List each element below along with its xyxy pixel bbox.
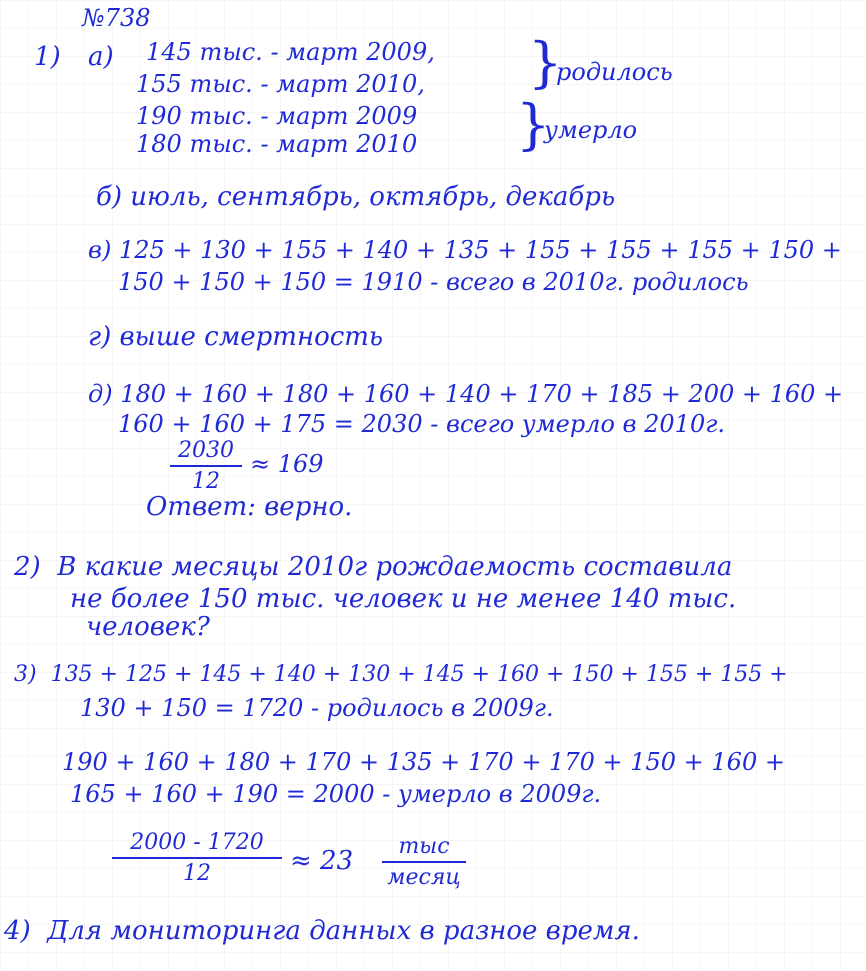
fraction-3 — [112, 830, 282, 886]
brace-born: } — [528, 31, 563, 94]
item-1b: б) июль, сентябрь, октябрь, декабрь — [96, 182, 616, 212]
fraction-3-numerator: 2000 - 1720 — [130, 830, 264, 855]
item-3-line-3: 190 + 160 + 180 + 170 + 135 + 170 + 170 + 150 + 160 + — [62, 748, 785, 776]
item-1a-line-1: 145 тыс. - март 2009, — [146, 38, 435, 66]
unit-denominator: месяц — [387, 865, 461, 890]
item-2-line-3: человек? — [86, 612, 210, 642]
item-1v-line-1: в) 125 + 130 + 155 + 140 + 135 + 155 + 155 + 155 + 150 + — [88, 236, 842, 264]
item-1v-line-2: 150 + 150 + 150 = 1910 - всего в 2010г. родилось — [118, 268, 749, 296]
fraction-3-denominator: 12 — [183, 861, 211, 886]
brace-died-label: умерло — [544, 116, 638, 144]
fraction-1d-bar — [170, 465, 242, 467]
item-3-line-2: 130 + 150 = 1720 - родилось в 2009г. — [80, 694, 554, 722]
fraction-1d-denominator: 12 — [192, 469, 220, 494]
item-3-line-4: 165 + 160 + 190 = 2000 - умерло в 2009г. — [70, 780, 602, 808]
unit-bar — [382, 861, 466, 863]
fraction-3-result: ≈ 23 — [290, 846, 354, 876]
item-1-number: 1) — [34, 42, 61, 72]
problem-number: №738 — [82, 4, 151, 32]
brace-born-label: родилось — [556, 58, 673, 86]
fraction-3-bar — [112, 857, 282, 859]
item-1a-line-4: 180 тыс. - март 2010 — [136, 130, 418, 158]
item-4: 4) Для мониторинга данных в разное время. — [4, 916, 640, 946]
item-1d-line-2: 160 + 160 + 175 = 2030 - всего умерло в 2010г. — [118, 410, 725, 438]
item-2-line-2: не более 150 тыс. человек и не менее 140 тыс. — [70, 584, 737, 614]
fraction-1d-numerator: 2030 — [178, 438, 234, 463]
item-1a-line-2: 155 тыс. - март 2010, — [136, 70, 425, 98]
unit-fraction — [382, 834, 466, 890]
fraction-1d-result: ≈ 169 — [250, 450, 324, 478]
answer-1: Ответ: верно. — [146, 492, 353, 522]
unit-numerator: тыс — [398, 834, 450, 859]
item-1a-label: а) — [88, 42, 114, 72]
item-1g: г) выше смертность — [88, 322, 384, 352]
item-1a-line-3: 190 тыс. - март 2009 — [136, 102, 418, 130]
fraction-1d — [170, 438, 242, 494]
item-1d-line-1: д) 180 + 160 + 180 + 160 + 140 + 170 + 185 + 200 + 160 + — [88, 380, 844, 408]
item-2-line-1: 2) В какие месяцы 2010г рождаемость составила — [14, 552, 733, 582]
brace-died: } — [516, 93, 551, 156]
item-3-line-1: 3) 135 + 125 + 145 + 140 + 130 + 145 + 160 + 150 + 155 + 155 + — [14, 662, 788, 687]
